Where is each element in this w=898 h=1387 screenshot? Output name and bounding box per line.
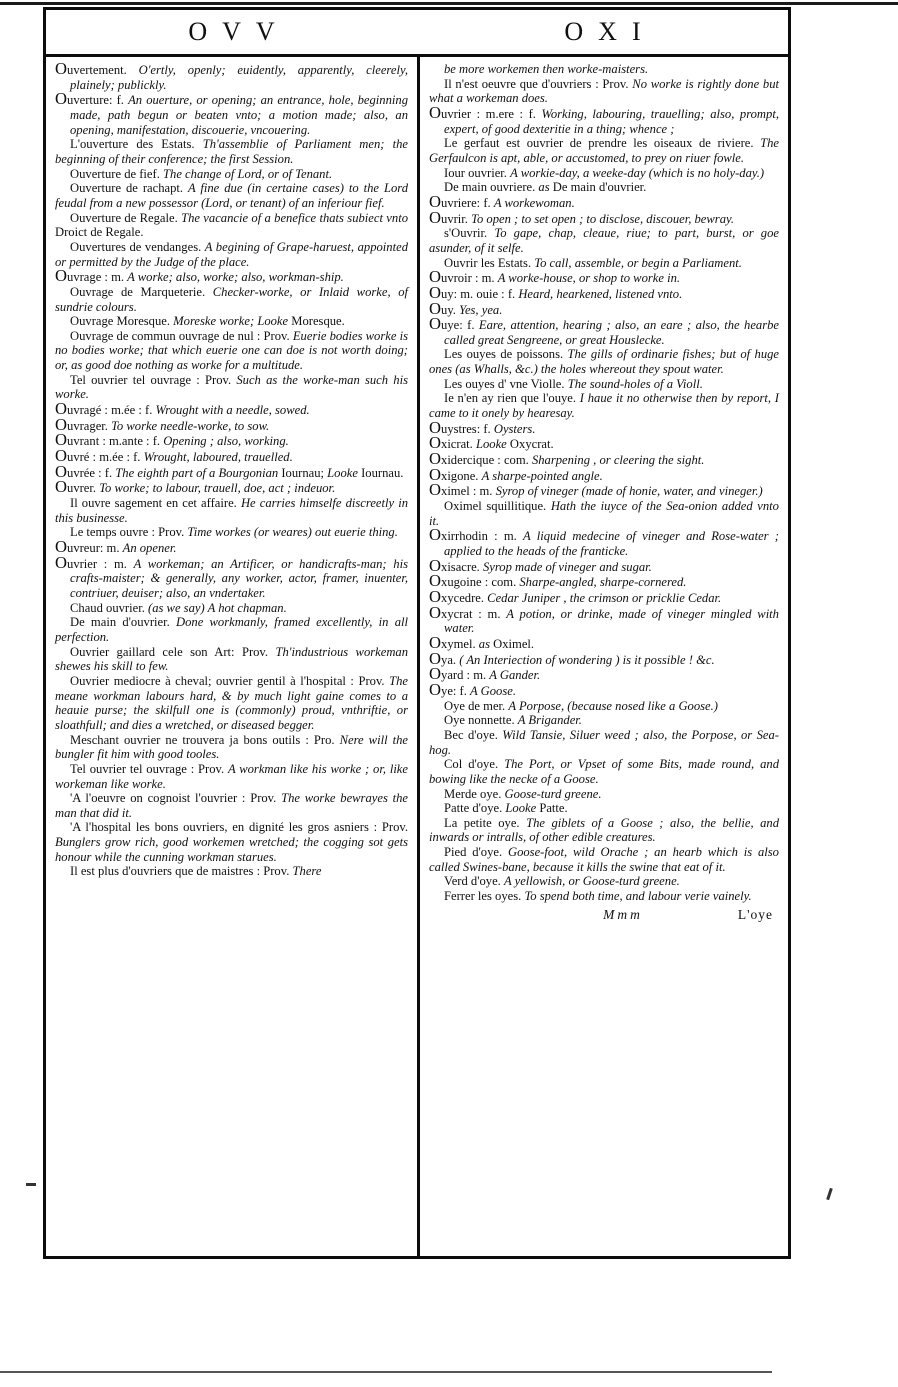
headword-text: Droict de Regale. <box>55 225 144 240</box>
dictionary-entry <box>429 757 779 786</box>
definition-text: Euerie bodies worke is no bodies worke; that which euerie one can doe is not worth doing; or, as good doe nothing as worke for a multitude. <box>55 328 408 373</box>
headword-text: Ouvrir. <box>429 207 472 227</box>
headword-text: L'ouverture des Estats. <box>70 137 203 152</box>
headword-text: Ouvertement. <box>55 59 139 78</box>
page-header <box>46 10 788 57</box>
definition-text: O'ertly, openly; euidently, apparently, cleerely, plainely; publickly. <box>70 63 408 92</box>
headword-text: Ouverture: f. <box>55 89 129 109</box>
definition-text: Th'industrious workeman shewes his skill to few. <box>55 644 409 674</box>
definition-text: The change of Lord, or of Tenant. <box>163 166 333 181</box>
headword-text: De main ouvriere. <box>444 180 539 195</box>
dictionary-entry <box>55 645 408 674</box>
scan-speck <box>26 1183 36 1186</box>
headword-text: Patte d'oye. <box>444 801 506 816</box>
dictionary-entry <box>55 496 408 525</box>
dictionary-entry <box>429 256 779 271</box>
dictionary-entry <box>429 226 779 255</box>
definition-text: Yes, yea. <box>459 302 503 317</box>
headword-text: Ouvragé : m.ée : f. <box>55 399 156 419</box>
definition-text: Working, labouring, trauelling; also, prompt, expert, of good dexteritie in a thing; whence ; <box>444 106 779 136</box>
headword-text: De main d'ouvrier. <box>70 615 176 630</box>
dictionary-entry <box>429 874 779 889</box>
headword-text: Ouye: f. <box>429 314 479 334</box>
dictionary-entry <box>55 552 408 601</box>
definition-text: The vacancie of a benefice thats subiect vnto <box>181 210 408 225</box>
dictionary-entry <box>429 180 779 195</box>
headword-text: Ouvrier : m. <box>55 552 134 572</box>
text-columns <box>46 57 788 1256</box>
definition-text: A workie-day, a weeke-day (which is no holy-day.) <box>510 165 765 180</box>
definition-text: Such as the worke-man such his worke. <box>55 372 408 402</box>
dictionary-entry <box>429 166 779 181</box>
dictionary-entry <box>429 433 779 453</box>
definition-text: To open ; to set open ; to disclose, discouer, bewray. <box>471 211 735 226</box>
headword-text: Oxigone. <box>429 464 482 484</box>
headword-text: Ouvrée : f. <box>55 461 116 481</box>
definition-text: A worke-house, or shop to worke in. <box>497 271 681 286</box>
dictionary-entry <box>429 525 779 558</box>
dictionary-entry <box>429 787 779 802</box>
headword-text: Bec d'oye. <box>444 727 503 742</box>
dictionary-entry <box>429 632 779 652</box>
dictionary-entry <box>55 211 408 240</box>
headword-text: Meschant ouvrier ne trouvera ja bons outils : Pro. <box>70 732 340 747</box>
headword-text: Oye: f. <box>429 679 471 699</box>
definition-text: Th'assemblie of Parliament men; the beginning of their conference; the first Session. <box>55 137 408 166</box>
definition-text: Opening ; also, working. <box>163 434 289 449</box>
headword-text: Oxycrat : m. <box>429 602 507 622</box>
dictionary-entry <box>429 62 779 77</box>
definition-text: Bunglers grow rich, good workemen wretched; the cogging sot gets honour while the cunning workman starues. <box>55 835 408 864</box>
dictionary-entry <box>55 373 408 402</box>
dictionary-entry <box>429 571 779 591</box>
dictionary-entry <box>55 399 408 419</box>
dictionary-entry <box>55 477 408 497</box>
dictionary-entry <box>55 59 408 92</box>
dictionary-entry <box>55 89 408 137</box>
dictionary-entry <box>429 282 779 302</box>
dictionary-entry <box>55 537 408 556</box>
definition-text: (as we say) A hot chapman. <box>148 600 287 615</box>
definition-text: A sharpe-pointed angle. <box>481 468 603 483</box>
definition-text: Sharpening , or cleering the sight. <box>531 453 705 468</box>
definition-text: To gape, chap, cleaue, riue; to part, burst, or goe asunder, of it selfe. <box>429 226 779 255</box>
definition-text: Goose-foot, wild Orache ; an hearb which is also called Swines-bane, because it kills the swine that eat of it. <box>429 845 779 874</box>
catchword: L'oye <box>737 906 773 922</box>
headword-text: Ouvroir : m. <box>429 267 498 287</box>
dictionary-entry <box>55 266 408 286</box>
definition-text: Eare, attention, hearing ; also, an eare ; also, the hearbe called great Sengreene, or great Houslecke. <box>444 318 779 347</box>
definition-text: Wrought with a needle, sowed. <box>155 403 310 418</box>
headword-text: Ouvrier mediocre à cheval; ouvrier gentil à l'hospital : Prov. <box>70 673 390 688</box>
dictionary-entry <box>55 314 408 329</box>
dictionary-entry <box>429 648 779 668</box>
dictionary-entry <box>429 845 779 874</box>
dictionary-entry <box>55 240 408 269</box>
headword-text: Oximel : m. <box>429 480 496 500</box>
definition-text: An opener. <box>122 541 177 555</box>
dictionary-entry <box>55 329 408 373</box>
definition-text: as <box>538 180 553 195</box>
headword-text: La petite oye. <box>444 815 527 830</box>
headword-text: Ie n'en ay rien que l'ouye. <box>444 391 580 406</box>
dictionary-entry <box>429 664 779 684</box>
left-column <box>46 57 417 1256</box>
dictionary-entry <box>55 285 408 314</box>
headword-text: Il est plus d'ouvriers que de maistres : Prov. <box>70 864 293 879</box>
dictionary-entry <box>429 728 779 757</box>
headword-text: Ouvrager. <box>55 414 112 434</box>
headword-text: s'Ouvrir. <box>444 226 495 241</box>
dictionary-entry <box>55 615 408 644</box>
definition-text: Looke <box>505 801 540 816</box>
headword-text: Oyard : m. <box>429 664 490 684</box>
headword-text: Il ouvre sagement en cet affaire. <box>70 496 241 511</box>
dictionary-entry <box>55 525 408 540</box>
right-column <box>417 57 788 1256</box>
definition-text: A begining of Grape-haruest, appointed or permitted by the Judge of the place. <box>55 239 408 269</box>
headword-text: Verd d'oye. <box>444 874 504 889</box>
definition-text: To worke; to labour, trauell, doe, act ; indeuor. <box>99 481 336 496</box>
definition-text: A Goose. <box>470 683 516 698</box>
dictionary-entry <box>429 586 779 606</box>
header-right-signature: OXI <box>564 17 656 46</box>
dictionary-entry <box>429 136 779 165</box>
headword-text: Il n'est oeuvre que d'ouvriers : Prov. <box>444 76 633 91</box>
headword-text: Oxymel. <box>429 632 479 652</box>
dictionary-entry <box>429 499 779 528</box>
headword-text: Oxycrat. <box>509 437 554 452</box>
definition-text: Time workes (or weares) out euerie thing. <box>187 525 398 540</box>
definition-text: Checker-worke, or Inlaid worke, of sundrie colours. <box>55 284 408 314</box>
headword-text: Ouystres: f. <box>429 417 494 437</box>
definition-text: Moreske worke; Looke <box>173 314 292 329</box>
definition-text: I haue it no otherwise then by report, I came to it onely by hearesay. <box>429 391 779 421</box>
headword-text: Ouverture de Regale. <box>70 210 182 225</box>
headword-text: Ouvrer. <box>55 477 100 497</box>
definition-text: An ouerture, or opening; an entrance, hole, beginning made, path begun or beaten vnto; a motion made; also, an opening, manifestation, discouerie, vncouering. <box>70 93 408 137</box>
dictionary-entry <box>55 820 408 864</box>
definition-text: The Gerfaulcon is apt, able, or accustomed, to prey on riuer fowle. <box>429 136 779 165</box>
definition-text: as <box>478 636 494 651</box>
definition-text: The giblets of a Goose ; also, the bellie, and inwards or intralls, of other edible creatures. <box>429 815 779 845</box>
headword-text: Moresque. <box>291 314 345 329</box>
headword-text: Oxisacre. <box>429 555 483 575</box>
definition-text: The gills of ordinarie fishes; but of huge ones (as Whalls, &c.) the holes whereout they spout water. <box>429 347 779 377</box>
definition-text: A yellowish, or Goose-turd greene. <box>503 874 680 889</box>
dictionary-entry <box>429 347 779 376</box>
headword-text: Ouvrir les Estats. <box>444 255 535 270</box>
definition-text: No worke is rightly done but what a workeman does. <box>429 76 779 106</box>
definition-text: The worke bewrayes the man that did it. <box>55 791 408 820</box>
definition-text: ( An Interiection of wondering ) is it possible ! &c. <box>459 652 715 667</box>
definition-text: To worke needle-worke, to sow. <box>111 418 270 433</box>
headword-text: Oya. <box>429 648 460 668</box>
dictionary-entry <box>55 791 408 820</box>
definition-text: A workewoman. <box>493 195 575 210</box>
definition-text: The Port, or Vpset of some Bits, made round, and bowing like the necke of a Goose. <box>429 757 779 786</box>
definition-text: be more workemen then worke-maisters. <box>444 62 649 76</box>
dictionary-entry <box>55 461 408 481</box>
dictionary-entry <box>429 377 779 392</box>
headword-text: Ouy. <box>429 298 460 318</box>
headword-text: Oxugoine : com. <box>429 571 520 591</box>
headword-text: Oxicrat. <box>429 433 476 453</box>
dictionary-entry <box>429 102 779 136</box>
headword-text: Ouvrage : m. <box>55 266 128 286</box>
headword-text: Ouvreur: m. <box>55 537 123 556</box>
dictionary-entry <box>429 267 779 287</box>
scan-speck <box>826 1188 833 1200</box>
headword-text: Ouvertures de vendanges. <box>70 239 205 254</box>
headword-text: Patte. <box>539 801 568 816</box>
headword-text: Iournau; <box>281 465 328 480</box>
dictionary-entry <box>55 181 408 210</box>
dictionary-entry <box>429 191 779 211</box>
definition-text: A liquid medecine of vineger and Rose-water ; applied to the heads of the franticke. <box>444 529 779 558</box>
definition-text: Hath the iuyce of the Sea-onion added vnto it. <box>429 499 779 528</box>
dictionary-entry <box>429 417 779 437</box>
dictionary-entry <box>55 446 408 466</box>
dictionary-entry <box>429 391 779 420</box>
dictionary-entry <box>55 864 408 879</box>
definition-text: To call, assemble, or begin a Parliament. <box>534 255 742 270</box>
headword-text: Ouvrier : m.ere : f. <box>429 102 542 122</box>
headword-text: Merde oye. <box>444 786 505 801</box>
headword-text: Les ouyes d' vne Violle. <box>444 376 568 391</box>
definition-text: Wrought, laboured, trauelled. <box>143 450 293 465</box>
dictionary-entry <box>429 801 779 816</box>
dictionary-entry <box>429 464 779 484</box>
definition-text: Heard, hearkened, listened vnto. <box>518 286 683 301</box>
headword-text: Ouverture de fief. <box>70 166 164 181</box>
definition-text: Wild Tansie, Siluer weed ; also, the Porpose, or Sea-hog. <box>429 727 779 757</box>
page-frame <box>43 7 791 1259</box>
scan-edge-bottom <box>0 1371 772 1373</box>
headword-text: 'A l'oeuvre on cognoist l'ouvrier : Prov. <box>70 791 282 806</box>
definition-text: A potion, or drinke, made of vineger mingled with water. <box>444 606 779 636</box>
headword-text: Ouvrier gaillard cele son Art: Prov. <box>70 644 276 659</box>
headword-text: Les ouyes de poissons. <box>444 347 568 362</box>
headword-text: 'A l'hospital les bons ouvriers, en dignité les gros asniers : Prov. <box>70 820 408 835</box>
definition-text: Goose-turd greene. <box>504 786 602 801</box>
headword-text: Ouvrage de Marqueterie. <box>70 284 213 299</box>
dictionary-entry <box>429 816 779 845</box>
dictionary-entry <box>429 713 779 728</box>
headword-text: Le gerfaut est ouvrier de prendre les oiseaux de riviere. <box>444 136 761 151</box>
definition-text: Done workmanly, framed excellently, in all perfection. <box>55 615 408 644</box>
definition-text: The sound-holes of a Violl. <box>567 376 703 391</box>
dictionary-entry <box>55 430 408 450</box>
definition-text: Syrop of vineger (made of honie, water, and vineger.) <box>495 484 763 499</box>
definition-text: A workeman; an Artificer, or handicrafts-man; his crafts-maister; & generally, any worker, actor, framer, inuenter, contriuer, deuiser; also, an vndertaker. <box>70 556 408 600</box>
dictionary-entry <box>429 555 779 575</box>
headword-text: Oxycedre. <box>429 586 488 606</box>
headword-text: Ouvriere: f. <box>429 191 494 211</box>
dictionary-entry <box>429 480 779 500</box>
definition-text: Looke <box>327 465 362 480</box>
definition-text: Oysters. <box>493 421 536 436</box>
dictionary-entry <box>429 889 779 904</box>
definition-text: He carries himselfe discreetly in this businesse. <box>55 496 408 525</box>
dictionary-entry <box>429 679 779 699</box>
headword-text: Ouvrage Moresque. <box>70 314 174 329</box>
headword-text: Chaud ouvrier. <box>70 600 148 615</box>
definition-text: A fine due (in certaine cases) to the Lord feudal from a new possessor (Lord, or tenant) of an inferiour fief. <box>55 181 408 210</box>
signature-mark: Mmm <box>603 906 643 922</box>
headword-text: Ouvrage de commun ouvrage de nul : Prov. <box>70 328 293 343</box>
dictionary-entry <box>55 733 408 762</box>
definition-text: A workman like his worke ; or, like workeman like worke. <box>55 761 408 791</box>
header-left-signature: OVV <box>188 17 290 46</box>
headword-text: Iournau. <box>361 465 404 480</box>
definition-text: Syrop made of vineger and sugar. <box>482 559 652 574</box>
definition-text: Looke <box>475 437 510 452</box>
headword-text: Pied d'oye. <box>444 845 508 860</box>
definition-text: Sharpe-angled, sharpe-cornered. <box>519 575 687 590</box>
footer-row <box>429 907 779 923</box>
dictionary-entry <box>429 699 779 714</box>
headword-text: Oye nonnette. <box>444 713 518 728</box>
dictionary-entry <box>55 674 408 733</box>
headword-text: Oxidercique : com. <box>429 449 532 469</box>
headword-text: Oximel squillitique. <box>444 499 551 514</box>
headword-text: Ouvré : m.ée : f. <box>55 446 144 466</box>
definition-text: The eighth part of a Bourgonian <box>115 465 282 480</box>
headword-text: Oximel. <box>493 636 535 651</box>
headword-text: Iour ouvrier. <box>444 165 511 180</box>
definition-text: A Porpose, (because nosed like a Goose.) <box>508 698 718 713</box>
dictionary-entry <box>55 762 408 791</box>
headword-text: Oxirrhodin : m. <box>429 525 524 545</box>
dictionary-entry <box>55 414 408 434</box>
scan-edge-top <box>0 2 898 5</box>
headword-text: Tel ouvrier tel ouvrage : Prov. <box>70 372 237 387</box>
headword-text: Col d'oye. <box>444 757 505 772</box>
dictionary-entry <box>429 449 779 469</box>
headword-text: Ferrer les oyes. <box>444 889 525 904</box>
headword-text: Ouverture de rachapt. <box>70 181 188 196</box>
definition-text: The meane workman labours hard, & by much light gaine comes to a heauie purse; the skilfull one is (commonly) proud, vnthriftie, or sloathfull; and dies a wretched, or diseased begger. <box>55 673 408 732</box>
headword-text: De main d'ouvrier. <box>552 180 647 195</box>
headword-text: Oye de mer. <box>444 698 509 713</box>
definition-text: A Gander. <box>489 668 541 683</box>
dictionary-entry <box>55 137 408 166</box>
dictionary-entry <box>429 602 779 636</box>
headword-text: Ouy: m. ouie : f. <box>429 282 519 302</box>
definition-text: To spend both time, and labour verie vainely. <box>524 889 752 904</box>
definition-text: A Brigander. <box>517 713 582 728</box>
dictionary-entry <box>429 77 779 106</box>
dictionary-entry <box>429 207 779 227</box>
headword-text: Tel ouvrier tel ouvrage : Prov. <box>70 761 228 776</box>
headword-text: Le temps ouvre : Prov. <box>70 525 188 540</box>
definition-text: There <box>292 864 322 879</box>
definition-text: Cedar Juniper , the crimson or pricklie Cedar. <box>487 590 722 605</box>
headword-text: Ouvrant : m.ante : f. <box>55 430 164 450</box>
dictionary-entry <box>429 298 779 318</box>
dictionary-entry <box>55 167 408 182</box>
dictionary-entry <box>55 601 408 616</box>
definition-text: Nere will the bungler fit him with good tooles. <box>55 732 408 762</box>
dictionary-entry <box>429 314 779 347</box>
definition-text: A worke; also, worke; also, workman-ship. <box>127 270 344 285</box>
